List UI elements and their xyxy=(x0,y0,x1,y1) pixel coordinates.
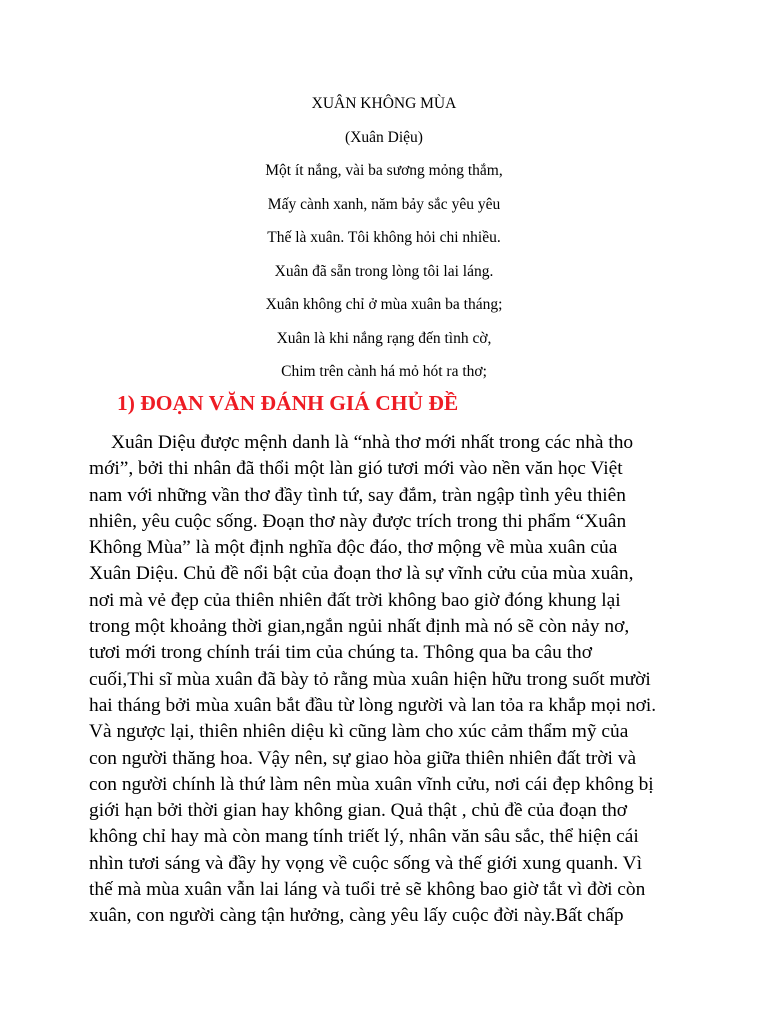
paragraph-line: hai tháng bởi mùa xuân bắt đầu từ lòng người và lan tỏa ra khắp mọi nơi. xyxy=(89,694,657,716)
paragraph-line: cuối,Thi sĩ mùa xuân đã bày tỏ rằng mùa xuân hiện hữu trong suốt mười xyxy=(89,668,651,690)
paragraph-line: không chỉ hay mà còn mang tính triết lý, nhân văn sâu sắc, thể hiện cái xyxy=(89,826,639,848)
paragraph-line: xuân, con người càng tận hưởng, càng yêu lấy cuộc đời này.Bất chấp xyxy=(89,905,624,927)
poem-line: Xuân đã sẵn trong lòng tôi lai láng. xyxy=(274,262,494,280)
poem-line: Thế là xuân. Tôi không hỏi chi nhiều. xyxy=(267,229,501,246)
paragraph-line: trong một khoảng thời gian,ngắn ngủi nhất định mà nó sẽ còn nảy nơ, xyxy=(89,616,630,638)
paragraph-line: Và ngược lại, thiên nhiên diệu kì cũng làm cho xúc cảm thẩm mỹ của xyxy=(89,721,629,743)
paragraph-line: con người chính là thứ làm nên mùa xuân vĩnh cửu, nơi cái đẹp không bị xyxy=(89,773,654,795)
poem-title: XUÂN KHÔNG MÙA xyxy=(311,95,457,112)
paragraph-line: nam với những vần thơ đầy tình tứ, say đắm, tràn ngập tình yêu thiên xyxy=(89,484,626,506)
paragraph-line: Xuân Diệu được mệnh danh là “nhà thơ mới nhất trong các nhà tho xyxy=(111,432,634,453)
poem-line: Xuân là khi nắng rạng đến tình cờ, xyxy=(276,329,492,347)
poem-line: Xuân không chỉ ở mùa xuân ba tháng; xyxy=(265,296,503,313)
poem-block xyxy=(0,93,768,395)
paragraph-line: nhìn tươi sáng và đầy hy vọng về cuộc sống và thế giới xung quanh. Vì xyxy=(89,852,643,874)
section-heading: 1) ĐOẠN VĂN ĐÁNH GIÁ CHỦ ĐỀ xyxy=(117,391,459,415)
paragraph-line: tươi mới trong chính trái tim của chúng ta. Thông qua ba câu thơ xyxy=(89,642,592,664)
poem-line: Chim trên cành há mỏ hót ra thơ; xyxy=(281,363,487,380)
paragraph-line: Không Mùa” là một định nghĩa độc đáo, thơ mộng về mùa xuân của xyxy=(89,537,618,559)
paragraph-line: nơi mà vẻ đẹp của thiên nhiên đất trời không bao giờ đóng khung lại xyxy=(89,589,621,611)
paragraph-line: mới”, bởi thi nhân đã thổi một làn gió tươi mới vào nền văn học Việt xyxy=(89,458,623,480)
poem-line: Mấy cành xanh, năm bảy sắc yêu yêu xyxy=(267,195,501,213)
paragraph-line: Xuân Diệu. Chủ đề nổi bật của đoạn thơ là sự vĩnh cửu của mùa xuân, xyxy=(89,563,634,585)
paragraph-line: con người thăng hoa. Vậy nên, sự giao hòa giữa thiên nhiên đất trời và xyxy=(89,747,637,769)
poem-line: Một ít nắng, vài ba sương mỏng thắm, xyxy=(265,162,503,179)
paragraph-line: giới hạn bởi thời gian hay không gian. Quả thật , chủ đề của đoạn thơ xyxy=(89,800,628,822)
paragraph-line: nhiên, yêu cuộc sống. Đoạn thơ này được trích trong thi phẩm “Xuân xyxy=(89,510,627,532)
poem-author: (Xuân Diệu) xyxy=(345,128,423,146)
body-paragraph xyxy=(89,430,689,930)
paragraph-line: thế mà mùa xuân vẫn lai láng và tuổi trẻ sẽ không bao giờ tắt vì đời còn xyxy=(89,879,646,901)
